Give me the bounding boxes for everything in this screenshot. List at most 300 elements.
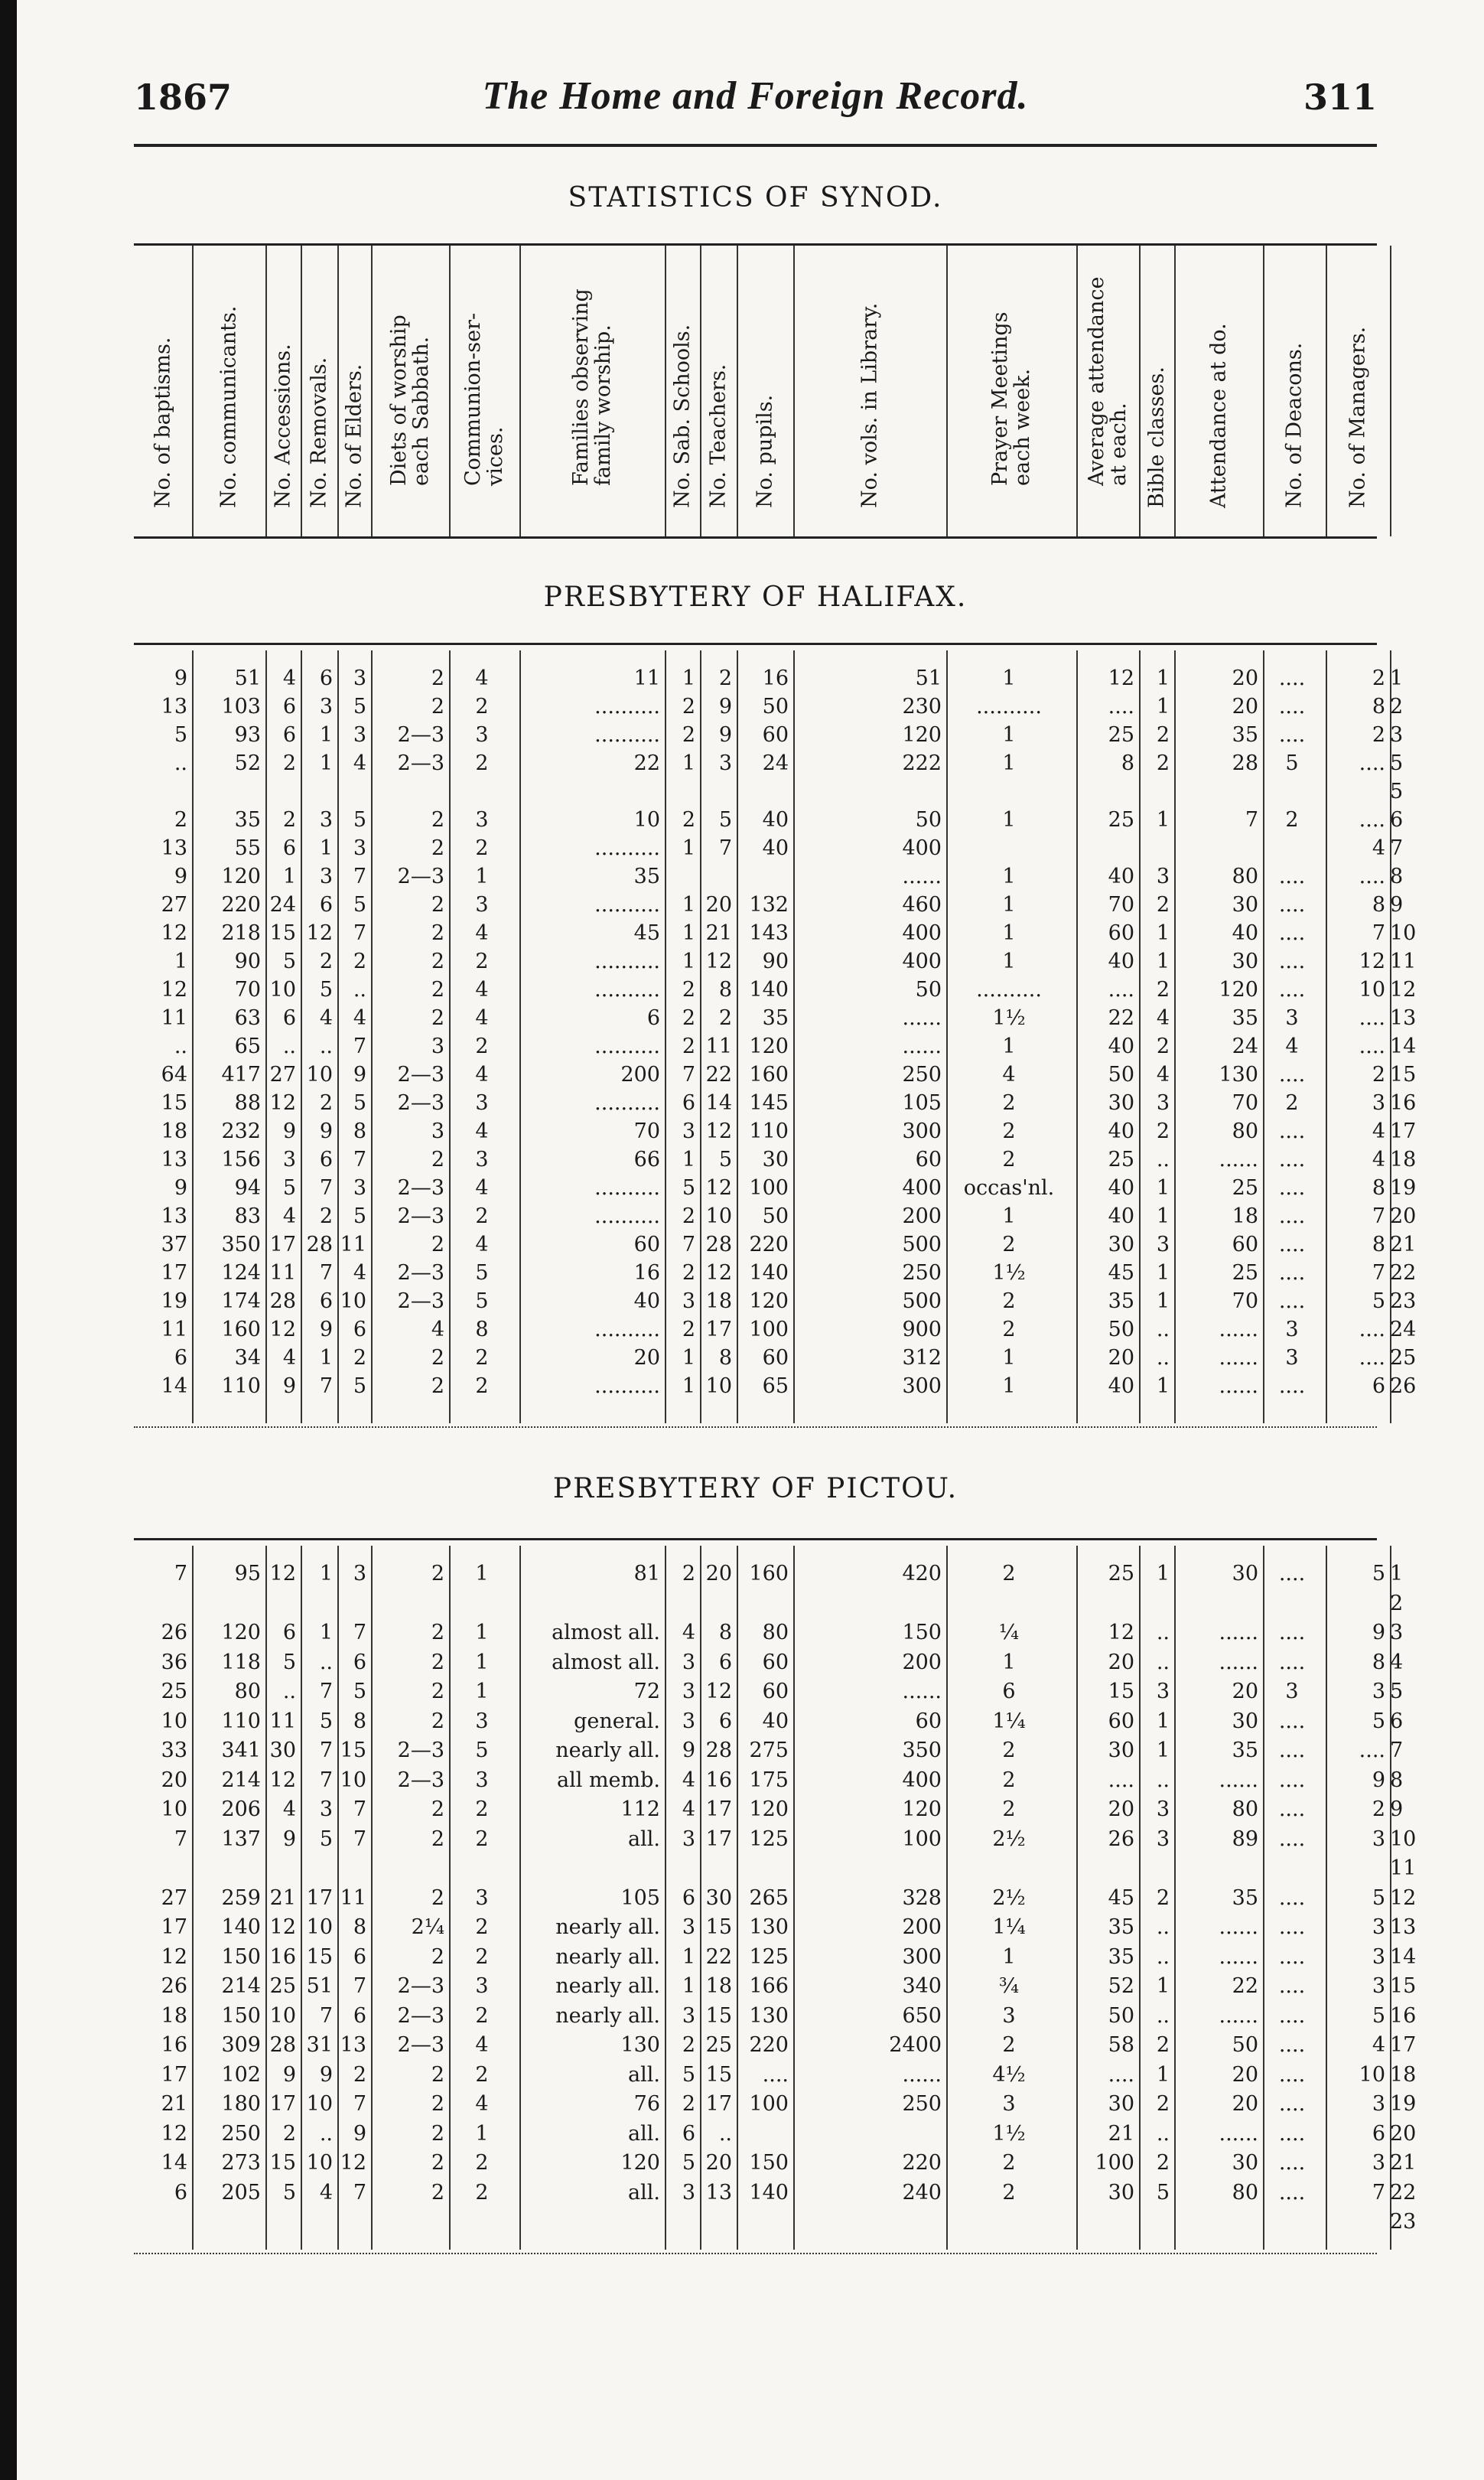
cell-families: 20 [633,1346,660,1370]
cell-bible: 1 [1156,1289,1170,1313]
cell-families: .......... [594,978,660,1002]
cell-diets: 2 [431,2121,444,2146]
table-row [134,722,1404,748]
page-year: 1867 [134,77,233,118]
cell-bible: .. [1156,1621,1170,1644]
column-header-communion [449,246,519,536]
cell-bible: 1 [1156,1709,1170,1733]
cell-sab-schools: 2 [682,978,695,1002]
cell-num: 19 [1390,1176,1417,1200]
cell-bible: 2 [1156,1035,1170,1058]
cell-vols: 400 [902,1176,942,1200]
cell-communion: 4 [475,1119,489,1143]
cell-bible [1139,1856,1170,1882]
cell-bible: 2 [1156,723,1170,747]
cell-pupils: 60 [762,1680,789,1703]
cell-families: .......... [594,950,660,973]
cell-communion: 3 [475,808,489,832]
cell-accessions [265,2209,296,2235]
cell-bible: 2 [1156,978,1170,1002]
cell-communion: 3 [475,893,489,917]
cell-removals [301,1591,333,1617]
cell-att-do: 20 [1232,2062,1258,2087]
cell-sab-schools: 1 [682,836,695,860]
cell-avg-att: 25 [1108,808,1134,832]
cell-bible: 1 [1156,2062,1170,2087]
cell-communicants: 156 [221,1148,261,1172]
cell-prayer: 1½ [992,2121,1026,2146]
cell-avg-att: 25 [1108,723,1134,747]
column-header-label: No. Removals. [307,357,331,508]
cell-teachers: 16 [705,1768,732,1792]
cell-managers: 7 [1372,1261,1385,1285]
cell-families: all. [628,2180,660,2205]
cell-baptisms: 33 [161,1739,187,1762]
cell-communicants: 220 [221,893,261,917]
cell-att-do: 35 [1232,723,1258,747]
cell-managers: 3 [1372,1974,1385,1998]
cell-sab-schools: 2 [682,1035,695,1058]
cell-families: 22 [633,751,660,775]
cell-att-do: 28 [1232,751,1258,775]
cell-families: .......... [594,836,660,860]
page-header [134,74,1377,130]
cell-accessions: 2 [282,808,296,832]
table-row [134,2121,1417,2147]
cell-bible: 3 [1156,1827,1170,1851]
cell-communicants: 55 [234,836,261,860]
column-rule [946,650,948,1423]
column-rule [371,246,373,536]
cell-num: 4 [1390,1650,1404,1674]
cell-families: .......... [594,1374,660,1398]
cell-baptisms: 13 [161,1204,187,1228]
cell-vols: 200 [902,1204,942,1228]
cell-communicants: 350 [221,1233,261,1256]
cell-removals: 3 [319,865,333,888]
cell-managers: .... [1359,1035,1385,1058]
column-header-bible [1139,246,1174,536]
table-row [134,1709,1404,1735]
cell-sab-schools: 1 [682,666,695,690]
cell-accessions: 4 [282,1204,296,1228]
cell-prayer: 1 [1002,893,1016,917]
cell-families: 45 [633,921,660,945]
cell-sab-schools: 1 [682,1374,695,1398]
cell-prayer: 2 [1002,2151,1016,2175]
cell-accessions: 16 [269,1944,296,1969]
cell-families: .......... [594,1204,660,1228]
cell-families: almost all. [552,1621,660,1644]
cell-families: nearly all. [555,1915,660,1939]
cell-removals: 1 [319,1621,333,1644]
cell-managers: 4 [1372,1148,1385,1172]
cell-elders [337,1856,366,1882]
cell-accessions: 5 [282,2180,296,2205]
cell-sab-schools: 1 [682,893,695,917]
page-number: 311 [1303,77,1377,118]
table-bottom-rule [134,1426,1377,1428]
cell-vols: 51 [915,666,942,690]
table-row [134,1591,1404,1617]
cell-bible: 4 [1156,1006,1170,1030]
cell-att-do: 70 [1232,1289,1258,1313]
cell-accessions: 5 [282,1650,296,1674]
cell-communicants: 137 [221,1827,261,1851]
table-row [134,807,1404,833]
cell-diets: 2 [431,1233,444,1256]
cell-removals: 4 [319,1006,333,1030]
cell-elders: 7 [353,1974,366,1998]
cell-managers [1326,779,1385,805]
cell-teachers: 22 [705,1944,732,1969]
cell-teachers: 14 [705,1091,732,1115]
cell-deacons: .... [1278,1119,1306,1143]
cell-deacons [1263,1856,1321,1882]
cell-deacons: .... [1278,1621,1306,1644]
table-bottom-rule [134,2253,1377,2254]
cell-accessions: 17 [269,1233,296,1256]
cell-families: .......... [594,1318,660,1341]
cell-num: 14 [1390,1035,1417,1058]
cell-teachers: 12 [705,950,732,973]
cell-deacons: .... [1278,865,1306,888]
cell-pupils: 40 [762,1709,789,1733]
cell-deacons: .... [1278,695,1306,719]
column-header-att-do [1174,246,1263,536]
table-row [134,1005,1417,1031]
cell-elders: 7 [353,921,366,945]
cell-managers: 7 [1372,921,1385,945]
cell-avg-att: .... [1108,2062,1134,2087]
column-rule [1390,1546,1391,2250]
cell-teachers: 5 [718,808,732,832]
cell-baptisms: 18 [161,1119,187,1143]
cell-removals: 5 [319,1827,333,1851]
cell-deacons: .... [1278,1944,1306,1969]
column-header-label: No. of Deacons. [1282,342,1307,508]
cell-vols [793,1856,942,1882]
cell-prayer: 1 [1002,1374,1016,1398]
cell-teachers: 21 [705,921,732,945]
cell-sab-schools: 3 [682,1119,695,1143]
cell-families: all. [628,1827,660,1851]
cell-managers: 6 [1372,2121,1385,2146]
cell-diets: 2—3 [397,1176,444,1200]
cell-att-do: 35 [1232,1006,1258,1030]
cell-families: all. [628,2121,660,2146]
column-rule [301,246,302,536]
table-row [134,2091,1417,2117]
cell-pupils: 16 [762,666,789,690]
column-rule [737,1546,738,2250]
column-header-managers [1326,246,1390,536]
table-row [134,751,1404,777]
cell-att-do: 89 [1232,1827,1258,1851]
cell-managers: 3 [1372,1091,1385,1115]
cell-removals [301,779,333,805]
cell-diets: 2—3 [397,2003,444,2028]
cell-deacons: .... [1278,1289,1306,1313]
cell-vols: 300 [902,1944,942,1969]
cell-communion: 1 [475,1680,489,1703]
cell-vols [793,779,942,805]
cell-avg-att: 30 [1108,1091,1134,1115]
cell-vols: 240 [902,2180,942,2205]
cell-families: 10 [633,808,660,832]
cell-elders: 5 [353,1374,366,1398]
cell-teachers: 15 [705,1915,732,1939]
cell-communion: 2 [475,1374,489,1398]
cell-communion: 3 [475,1709,489,1733]
cell-att-do: 22 [1232,1974,1258,1998]
cell-teachers: 2 [718,666,732,690]
cell-communion: 1 [475,1650,489,1674]
cell-att-do: 50 [1232,2033,1258,2057]
cell-managers: 4 [1372,836,1385,860]
cell-bible: .. [1156,2121,1170,2146]
cell-teachers: 10 [705,1204,732,1228]
cell-prayer: 1 [1002,1204,1016,1228]
cell-sab-schools [665,2209,695,2235]
cell-managers: 2 [1372,723,1385,747]
cell-avg-att: 20 [1108,1346,1134,1370]
cell-prayer: 3 [1002,2003,1016,2028]
cell-families: 105 [620,1885,660,1910]
cell-deacons: .... [1278,2062,1306,2087]
cell-bible: 2 [1156,893,1170,917]
cell-elders: 6 [353,1650,366,1674]
cell-bible: 2 [1156,1885,1170,1910]
cell-pupils: 145 [749,1091,789,1115]
cell-teachers: 5 [718,1148,732,1172]
cell-vols: 650 [902,2003,942,2028]
cell-communion: 2 [475,751,489,775]
cell-bible: 2 [1156,2092,1170,2116]
cell-communicants: 309 [221,2033,261,2057]
column-header-deacons [1263,246,1326,536]
cell-communion: 4 [475,2033,489,2057]
cell-sab-schools: 9 [682,1739,695,1762]
cell-prayer: 2 [1002,1091,1016,1115]
cell-removals: 10 [306,2092,333,2116]
cell-families: 76 [633,2092,660,2116]
cell-prayer: 2 [1002,1148,1016,1172]
column-rule [793,650,795,1423]
cell-vols: 230 [902,695,942,719]
column-header-label: Communion-ser- vices. [461,312,507,486]
column-rule [265,246,267,536]
cell-elders: 7 [353,1827,366,1851]
cell-families: nearly all. [555,2003,660,2028]
cell-vols: 2400 [889,2033,942,2057]
cell-elders: 7 [353,1621,366,1644]
cell-elders: 10 [340,1289,366,1313]
cell-removals: 1 [319,723,333,747]
cell-pupils: 175 [749,1768,789,1792]
cell-sab-schools: 3 [682,1680,695,1703]
cell-vols: 100 [902,1827,942,1851]
cell-prayer: 2 [1002,1233,1016,1256]
cell-num: 17 [1390,1119,1417,1143]
cell-families: 130 [620,2033,660,2057]
cell-diets: 2—3 [397,1768,444,1792]
cell-att-do: ...... [1219,1915,1258,1939]
cell-communicants [192,2209,261,2235]
cell-accessions: 6 [282,1006,296,1030]
column-rule [700,1546,701,2250]
cell-deacons: .... [1278,1176,1306,1200]
cell-elders: 3 [353,723,366,747]
cell-teachers: 22 [705,1063,732,1087]
cell-num: 15 [1390,1974,1417,1998]
cell-avg-att: 20 [1108,1797,1134,1821]
cell-teachers: 20 [705,2151,732,2175]
cell-removals: 7 [319,1261,333,1285]
cell-vols: 250 [902,2092,942,2116]
cell-accessions: 25 [269,1974,296,1998]
cell-prayer: 2 [1002,1318,1016,1341]
cell-att-do: ...... [1219,1148,1258,1172]
cell-elders: 3 [353,1562,366,1585]
cell-accessions: 12 [269,1318,296,1341]
cell-pupils: 110 [749,1119,789,1143]
cell-deacons: .... [1278,1915,1306,1939]
cell-accessions [265,779,296,805]
cell-att-do: 60 [1232,1233,1258,1256]
cell-baptisms: 2 [174,808,187,832]
cell-families: 35 [633,865,660,888]
cell-communicants: 120 [221,865,261,888]
cell-baptisms: .. [174,751,187,775]
cell-vols: 340 [902,1974,942,1998]
cell-removals: 9 [319,2062,333,2087]
cell-baptisms [134,779,187,805]
cell-avg-att: 60 [1108,921,1134,945]
cell-teachers: 25 [705,2033,732,2057]
cell-att-do [1174,1856,1258,1882]
cell-baptisms: 9 [174,666,187,690]
cell-elders: 5 [353,1091,366,1115]
cell-families [519,1591,660,1617]
cell-communicants: 110 [221,1374,261,1398]
cell-pupils [737,864,789,890]
cell-vols: 350 [902,1739,942,1762]
cell-avg-att: 70 [1108,893,1134,917]
column-header-baptisms [134,246,192,536]
cell-vols: 400 [902,1768,942,1792]
column-rule [700,246,701,536]
cell-pupils: 140 [749,978,789,1002]
cell-families [519,1856,660,1882]
cell-diets: 2 [431,893,444,917]
cell-removals: 2 [319,1091,333,1115]
column-rule [1263,1546,1264,2250]
cell-communicants: 102 [221,2062,261,2087]
cell-accessions: 28 [269,1289,296,1313]
cell-att-do: 70 [1232,1091,1258,1115]
cell-num: 13 [1390,1915,1417,1939]
cell-diets: 2—3 [397,723,444,747]
cell-baptisms: 12 [161,921,187,945]
cell-teachers: 6 [718,1709,732,1733]
cell-att-do: 120 [1219,978,1258,1002]
cell-managers: 4 [1372,1119,1385,1143]
cell-sab-schools: 1 [682,1944,695,1969]
cell-diets: 2—3 [397,1289,444,1313]
cell-elders: 8 [353,1709,366,1733]
table-row [134,1147,1417,1173]
cell-att-do: 80 [1232,865,1258,888]
cell-communicants: 174 [221,1289,261,1313]
pictou-table [134,1538,1417,2265]
cell-prayer [946,836,1072,862]
cell-att-do: 30 [1232,893,1258,917]
cell-sab-schools: 3 [682,1709,695,1733]
cell-accessions: 28 [269,2033,296,2057]
cell-diets: 2 [431,1562,444,1585]
cell-prayer [946,1591,1072,1617]
cell-diets: 2 [431,1650,444,1674]
cell-num: 6 [1390,1709,1404,1733]
cell-accessions: 9 [282,1374,296,1398]
cell-elders: 2 [353,2062,366,2087]
cell-prayer: 2½ [992,1885,1026,1910]
cell-num: 12 [1390,1885,1417,1910]
column-rule [1263,246,1264,536]
cell-removals: 1 [319,1562,333,1585]
cell-deacons: .... [1278,2092,1306,2116]
cell-att-do [1174,779,1258,805]
cell-avg-att: 40 [1108,1035,1134,1058]
cell-vols: 900 [902,1318,942,1341]
cell-teachers: .. [718,2121,732,2146]
column-header-vols [793,246,946,536]
cell-diets: 2—3 [397,1974,444,1998]
cell-att-do: 30 [1232,950,1258,973]
cell-teachers: 30 [705,1885,732,1910]
cell-num: 10 [1390,1827,1417,1851]
column-rule [1326,246,1327,536]
cell-managers [1326,2209,1385,2235]
column-rule [1263,650,1264,1423]
cell-vols: 300 [902,1374,942,1398]
cell-managers: 6 [1372,1374,1385,1398]
cell-removals [301,2209,333,2235]
cell-elders: 11 [340,1885,366,1910]
cell-removals: 51 [306,1974,333,1998]
cell-baptisms: 11 [161,1006,187,1030]
cell-pupils: 143 [749,921,789,945]
cell-baptisms: 26 [161,1974,187,1998]
column-rule [1174,650,1176,1423]
cell-bible: 5 [1156,2180,1170,2205]
cell-pupils: 90 [762,950,789,973]
cell-num: 24 [1390,1318,1417,1341]
cell-avg-att: 40 [1108,1119,1134,1143]
table-row [134,1679,1404,1705]
cell-num: 1 [1390,666,1404,690]
column-rule [519,246,521,536]
table-row [134,2062,1417,2088]
column-header-label: Average attendance at each. [1085,276,1131,486]
cell-bible [1139,836,1170,862]
cell-pupils: 275 [749,1739,789,1762]
cell-sab-schools: 1 [682,1148,695,1172]
cell-prayer: 2 [1002,2033,1016,2057]
table-row [134,1317,1417,1343]
column-header-label: No. Sab. Schools. [670,324,695,508]
